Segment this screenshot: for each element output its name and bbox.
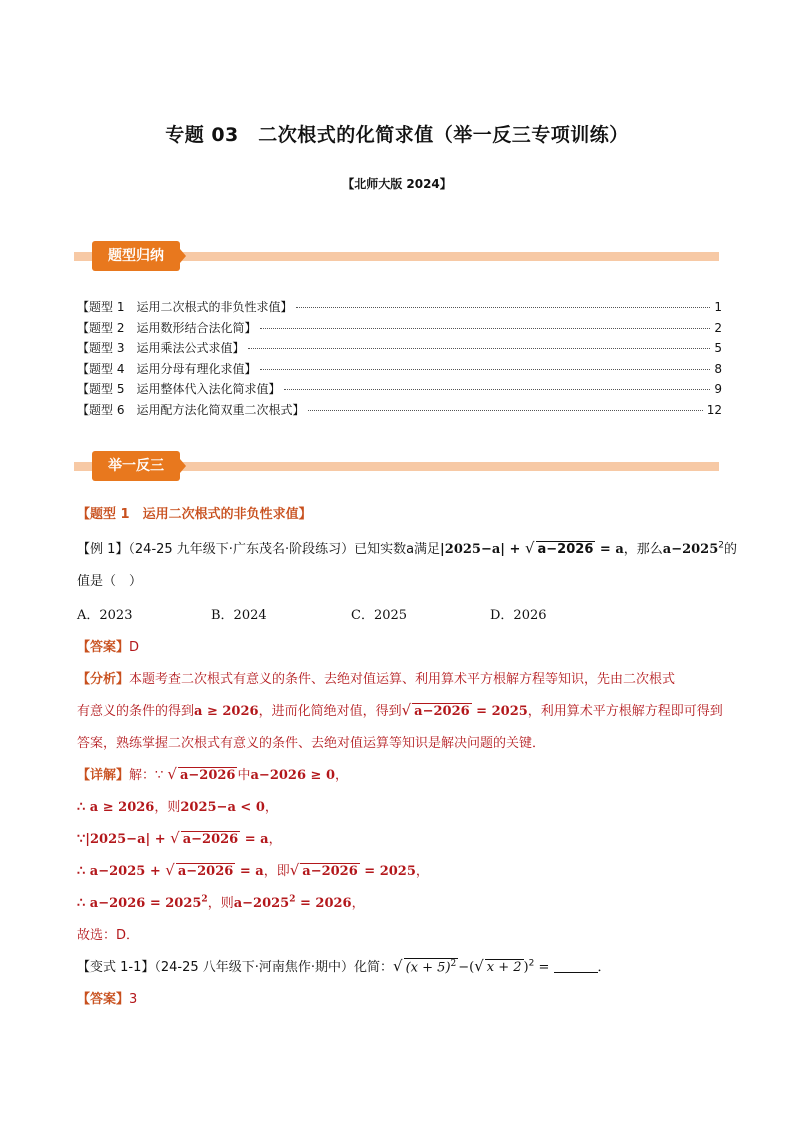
detail-math-5c: = 2026 — [295, 896, 352, 911]
toc-leader — [296, 307, 710, 308]
analysis-radicand: a−2026 — [414, 704, 470, 719]
detail-text-4b: ，即 — [263, 864, 290, 879]
variant-close: ) — [523, 960, 529, 975]
detail-math-4c: = 2025 — [359, 864, 416, 879]
detail-line-1 — [77, 764, 348, 783]
sqrt-icon: √ — [165, 861, 175, 879]
example-question-line2: 值是（ ） — [77, 574, 143, 589]
analysis-math-1: a ≥ 2026 — [194, 704, 259, 719]
detail-text-5b: ，则 — [207, 896, 234, 911]
detail-radicand-1: a−2026 — [179, 768, 236, 783]
variant-answer-label: 【答案】 — [77, 992, 130, 1007]
detail-text-1b: 中 — [237, 768, 251, 783]
toc-item[interactable] — [77, 298, 722, 319]
toc-item[interactable] — [77, 339, 722, 360]
toc-leader — [248, 348, 710, 349]
toc-leader — [260, 369, 710, 370]
detail-line-5 — [77, 892, 365, 911]
option-a[interactable]: A．2023 — [77, 608, 133, 623]
analysis-label: 【分析】 — [77, 672, 130, 687]
example-question — [77, 538, 737, 557]
detail-choose: 故选：D． — [77, 928, 140, 943]
sqrt-icon: √ — [170, 829, 180, 847]
problem-type-heading: 【题型 1 运用二次根式的非负性求值】 — [77, 507, 312, 522]
detail-math-1: a−2026 ≥ 0 — [250, 768, 335, 783]
answer-value: D — [129, 640, 140, 655]
analysis-text-1: 本题考查二次根式有意义的条件、去绝对值运算、利用算术平方根解方程等知识，先由二次根式 — [129, 672, 676, 687]
detail-radicand-4: a−2026 — [177, 864, 234, 879]
answer-line — [77, 636, 139, 655]
toc-item-page: 5 — [714, 341, 722, 356]
toc-item-label: 【题型 6 运用配方法化简双重二次根式】 — [77, 402, 305, 417]
table-of-contents — [77, 298, 722, 422]
example-mid: ，那么 — [623, 542, 663, 557]
page-subtitle: 【北师大版 2024】 — [342, 177, 452, 191]
sqrt-icon: √ — [524, 539, 535, 557]
detail-math-2: ∴ a ≥ 2026 — [77, 800, 155, 815]
variant-radicand-1-text: (x + 5) — [405, 960, 451, 975]
toc-item[interactable] — [77, 360, 722, 381]
sqrt-icon: √ — [167, 765, 177, 783]
options-row — [77, 604, 727, 622]
detail-line-4 — [77, 860, 429, 879]
variant-radicand-1 — [404, 958, 459, 975]
toc-leader — [284, 389, 710, 390]
detail-text-1a: 解：∵ — [129, 768, 168, 783]
analysis-line-3: 答案，熟练掌握二次根式有意义的条件、去绝对值运算等知识是解决问题的关键． — [77, 736, 546, 751]
toc-item-label: 【题型 1 运用二次根式的非负性求值】 — [77, 300, 293, 314]
detail-math-5: ∴ a−2026 = 2025 — [77, 896, 202, 911]
toc-item[interactable] — [77, 319, 722, 340]
toc-item-label: 【题型 4 运用分母有理化求值】 — [77, 361, 257, 376]
variant-minus: −( — [458, 960, 475, 975]
example-radicand: a−2026 — [537, 542, 594, 557]
toc-item-label: 【题型 2 运用数形结合法化简】 — [77, 320, 257, 335]
problem-body — [77, 500, 738, 1010]
detail-line-3 — [77, 828, 282, 847]
option-c[interactable]: C．2025 — [351, 608, 408, 623]
toc-item[interactable] — [77, 380, 722, 401]
answer-blank[interactable] — [554, 972, 598, 973]
analysis-math-2: = 2025 — [471, 704, 528, 719]
variant-answer-line — [77, 988, 137, 1007]
toc-item-page: 12 — [706, 402, 722, 417]
toc-leader — [260, 328, 710, 329]
variant-exponent-2: 2 — [528, 958, 535, 969]
page-title: 专题 03 二次根式的化简求值（举一反三专项训练） — [165, 124, 629, 146]
toc-leader — [308, 410, 702, 411]
option-b[interactable]: B．2024 — [211, 608, 267, 623]
example-end: 的 — [724, 542, 738, 557]
option-d[interactable]: D．2026 — [490, 608, 547, 623]
toc-item-page: 2 — [714, 320, 722, 335]
variant-answer-value: 3 — [129, 992, 138, 1007]
detail-math-2b: 2025−a < 0 — [180, 800, 265, 815]
toc-item-label: 【题型 3 运用乘法公式求值】 — [77, 341, 245, 356]
sqrt-icon: √ — [289, 861, 300, 879]
section-tag-practice: 举一反三 — [92, 451, 180, 481]
toc-item-label: 【题型 5 运用整体代入法化简求值】 — [77, 382, 281, 397]
detail-label: 【详解】 — [77, 768, 130, 783]
detail-text-3c: ， — [268, 832, 282, 847]
toc-item-page: 1 — [714, 300, 722, 314]
detail-radicand-3: a−2026 — [182, 832, 239, 847]
example-math-abs: |2025−a| + — [440, 542, 525, 557]
detail-math-3b: = a — [240, 832, 269, 847]
toc-item-page: 9 — [714, 382, 722, 397]
section-tag-summary: 题型归纳 — [92, 241, 180, 271]
detail-radicand-4b: a−2026 — [302, 864, 358, 879]
detail-text-4c: ， — [415, 864, 429, 879]
toc-item-page: 8 — [714, 361, 722, 376]
detail-line-2 — [77, 796, 278, 815]
detail-math-4: ∴ a−2025 + — [77, 864, 166, 879]
analysis-line-2 — [77, 700, 723, 719]
variant-question — [77, 956, 611, 975]
analysis-text-2a: 有意义的条件的得到 — [77, 704, 195, 719]
sqrt-icon: √ — [393, 957, 403, 975]
detail-text-2c: ， — [264, 800, 278, 815]
detail-math-5b: a−2025 — [233, 896, 290, 911]
detail-exponent-5: 2 — [201, 894, 208, 905]
example-math-eq: = a — [595, 542, 624, 557]
detail-math-4b: = a — [235, 864, 264, 879]
variant-eq: = — [534, 960, 554, 975]
detail-text-1c: ， — [335, 768, 349, 783]
detail-exponent-5b: 2 — [289, 894, 296, 905]
variant-radicand-2: x + 2 — [486, 960, 522, 975]
sqrt-icon: √ — [474, 957, 484, 975]
answer-label: 【答案】 — [77, 640, 130, 655]
toc-item[interactable] — [77, 401, 722, 422]
detail-text-2b: ，则 — [154, 800, 181, 815]
example-exponent: 2 — [718, 540, 724, 551]
sqrt-icon: √ — [401, 701, 412, 719]
variant-prefix: 【变式 1-1】（24-25 八年级下·河南焦作·期中）化简： — [77, 960, 394, 975]
analysis-text-2c: ，利用算术平方根解方程即可得到 — [527, 704, 723, 719]
detail-math-3: ∵|2025−a| + — [77, 832, 171, 847]
detail-text-5c: ， — [351, 896, 365, 911]
variant-end: ． — [597, 960, 611, 975]
example-prefix: 【例 1】（24-25 九年级下·广东茂名·阶段练习）已知实数a满足 — [77, 542, 441, 557]
example-math-expr: a−2025 — [662, 542, 719, 557]
analysis-text-2b: ，进而化简绝对值，得到 — [258, 704, 402, 719]
variant-exponent-1: 2 — [450, 958, 457, 969]
analysis-line-1 — [77, 668, 675, 687]
